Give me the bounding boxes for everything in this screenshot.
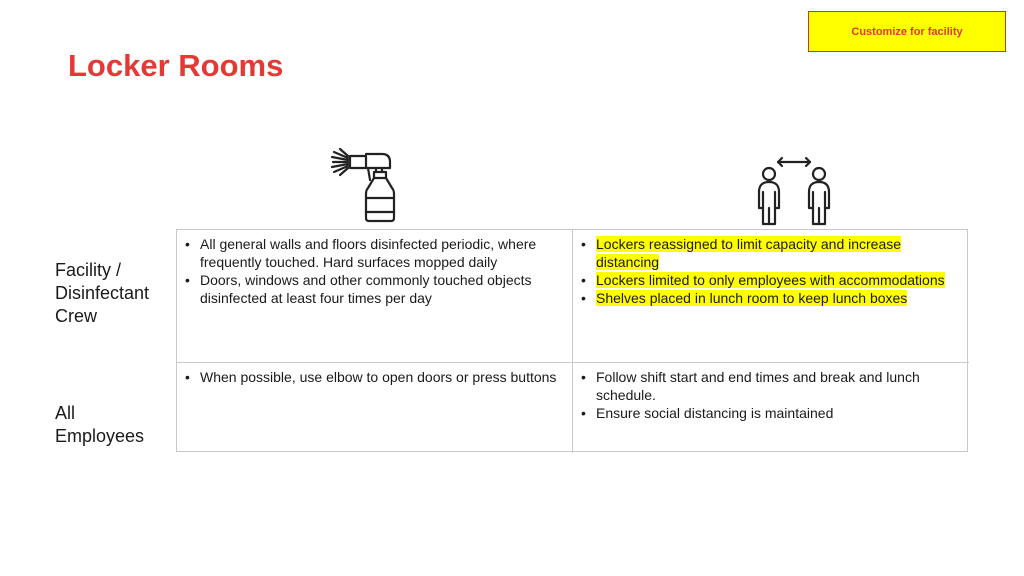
cell-facility-distancing: [573, 230, 969, 363]
bullet-item: • When possible, use elbow to open doors or press buttons: [183, 368, 564, 386]
bullet-item: • Doors, windows and other commonly touched objects disinfected at least four times per day: [183, 271, 564, 307]
bullet-item: • Ensure social distancing is maintained: [579, 404, 961, 422]
customize-badge-label: Customize for facility: [851, 25, 963, 38]
row-label-line: Crew: [55, 306, 98, 326]
highlighted-text: Shelves placed in lunch room to keep lunch boxes: [596, 290, 908, 306]
row-label-all-employees: [55, 402, 144, 448]
bullet-item: • All general walls and floors disinfected periodic, where frequently touched. Hard surfaces mopped daily: [183, 235, 564, 271]
social-distancing-icon: [752, 152, 836, 226]
measures-table: [176, 229, 968, 452]
bullet-item: • Follow shift start and end times and break and lunch schedule.: [579, 368, 961, 404]
row-label-line: All: [55, 403, 76, 423]
bullet-item: [579, 289, 961, 307]
row-label-line: Employees: [55, 426, 145, 446]
highlighted-text: Lockers reassigned to limit capacity and increase distancing: [596, 236, 902, 270]
page-title: Locker Rooms: [68, 48, 284, 83]
customize-badge: [808, 11, 1006, 52]
spray-bottle-icon: [330, 146, 400, 224]
row-label-line: Facility /: [55, 260, 122, 280]
bullet-item: [579, 271, 961, 289]
cell-employees-distancing: [573, 363, 969, 453]
row-label-facility-crew: [55, 259, 149, 328]
highlighted-text: Lockers limited to only employees with accommodations: [596, 272, 945, 288]
cell-employees-cleaning: [177, 363, 573, 453]
row-label-line: Disinfectant: [55, 283, 150, 303]
bullet-item: [579, 235, 961, 271]
cell-facility-cleaning: [177, 230, 573, 363]
